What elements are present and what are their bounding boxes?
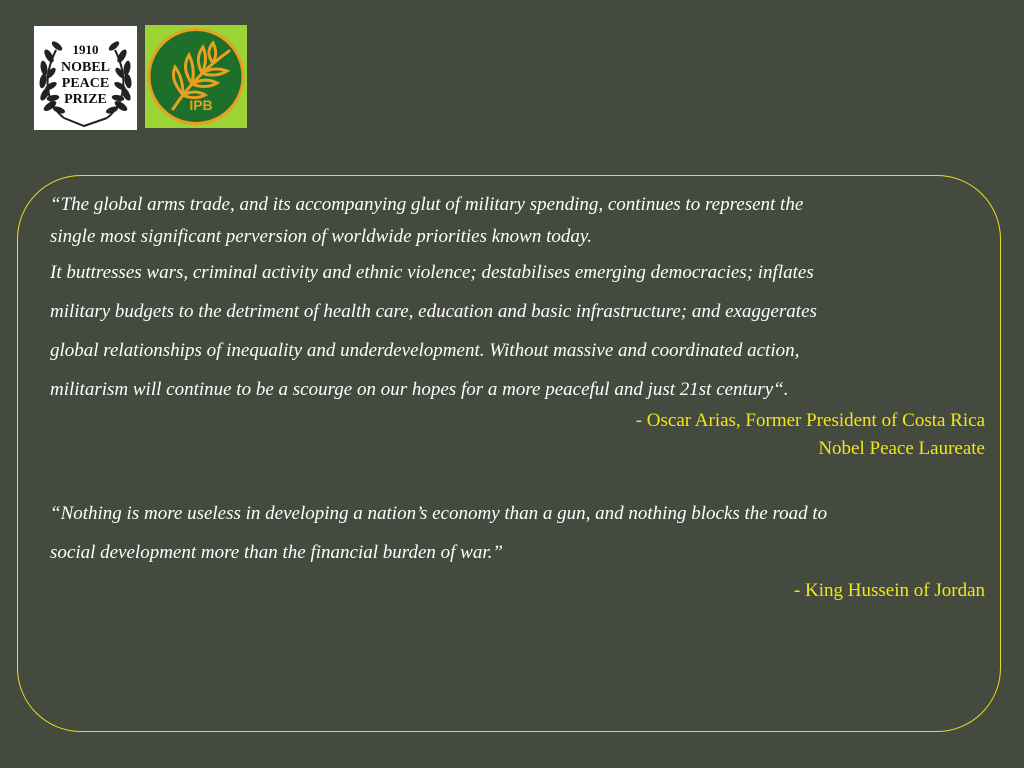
quote1-line-3: It buttresses wars, criminal activity and ethnic violence; destabilises emerging democracies; inflates	[50, 262, 814, 283]
laurel-wreath-icon	[34, 26, 137, 130]
quote1-line-1: “The global arms trade, and its accompanying glut of military spending, continues to represent the	[50, 194, 804, 215]
quote1-attribution-title: Nobel Peace Laureate	[818, 438, 985, 459]
nobel-logo-year: 1910	[72, 42, 99, 57]
quote2-line-1: “Nothing is more useless in developing a nation’s economy than a gun, and nothing blocks the road to	[50, 503, 828, 524]
quote1-line-5: global relationships of inequality and underdevelopment. Without massive and coordinated action,	[50, 340, 800, 361]
quote1-line-6: militarism will continue to be a scourge on our hopes for a more peaceful and just 21st century“.	[50, 379, 789, 400]
ipb-logo-text: IPB	[189, 97, 213, 113]
quote1-line-2: single most significant perversion of worldwide priorities known today.	[50, 226, 593, 247]
nobel-logo-line-1: NOBEL	[60, 60, 111, 75]
nobel-logo-line-3: PRIZE	[64, 92, 107, 107]
quote2-line-2: social development more than the financial burden of war.”	[50, 542, 503, 563]
ipb-logo	[145, 25, 247, 128]
quote2-attribution: - King Hussein of Jordan	[793, 580, 985, 601]
olive-branch-icon	[145, 25, 247, 128]
nobel-logo-line-2: PEACE	[61, 76, 110, 91]
nobel-peace-prize-logo	[34, 26, 137, 130]
quote1-line-4: military budgets to the detriment of health care, education and basic infrastructure; and exaggerates	[50, 301, 817, 322]
quote1-attribution-name: - Oscar Arias, Former President of Costa Rica	[635, 410, 985, 431]
